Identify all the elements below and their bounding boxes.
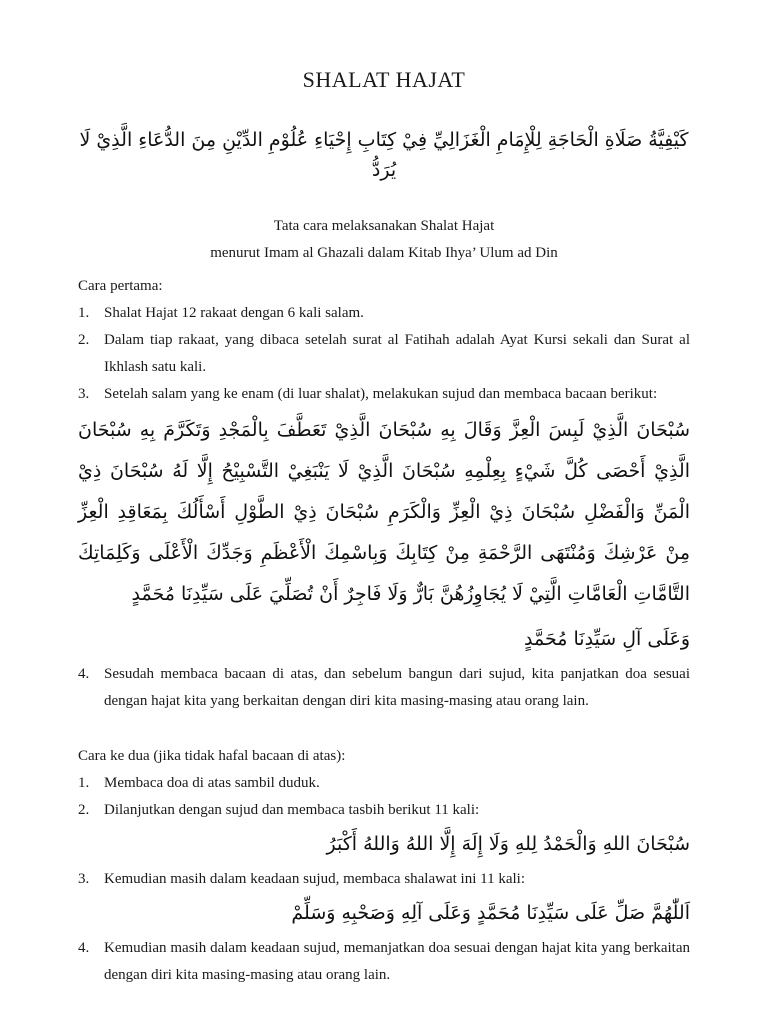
item-text: Membaca doa di atas sambil duduk. <box>104 775 320 791</box>
spacer <box>78 715 690 743</box>
item-text: Shalat Hajat 12 rakaat dengan 6 kali salam. <box>104 305 364 321</box>
item-number: 2. <box>78 802 90 818</box>
list-item <box>78 381 690 408</box>
item-text: Setelah salam yang ke enam (di luar shalat), melakukan sujud dan membaca bacaan berikut: <box>104 386 658 402</box>
item-number: 3. <box>78 386 90 402</box>
list-item <box>78 661 690 715</box>
arabic-doa-last-line: وَعَلَى آلِ سَيِّدِنَا مُحَمَّدٍ <box>524 628 690 650</box>
subtitle <box>78 213 690 267</box>
item-number: 3. <box>78 871 90 887</box>
section-1-label: Cara pertama: <box>78 278 163 294</box>
item-text: Kemudian masih dalam keadaan sujud, membaca shalawat ini 11 kali: <box>104 871 525 887</box>
list-item <box>78 327 690 381</box>
item-number: 1. <box>78 775 90 791</box>
page-title: SHALAT HAJAT <box>302 67 466 92</box>
section-1-list <box>78 300 690 408</box>
item-number: 2. <box>78 332 90 348</box>
item-text: Sesudah membaca bacaan di atas, dan sebelum bangun dari sujud, kita panjatkan doa sesuai dengan hajat kita yang berkaitan dengan diri kita masing-masing atau orang lain. <box>104 666 690 709</box>
subtitle-line-2: menurut Imam al Ghazali dalam Kitab Ihya’ Ulum ad Din <box>210 245 558 261</box>
section-1-list-continued <box>78 661 690 715</box>
section-2-list-end <box>78 935 690 989</box>
arabic-doa: سُبْحَانَ الَّذِيْ لَبِسَ الْعِزَّ وَقَالَ بِهِ سُبْحَانَ الَّذِيْ تَعَطَّفَ بِالْمَجْدِ وَتَكَرَّمَ بِهِ سُبْحَانَ الَّذِيْ أَحْصَى كُلَّ شَيْءٍ بِعِلْمِهِ سُبْحَانَ الَّذِيْ لَا يَنْبَغِيْ التَّسْبِيْحُ إِلَّا لَهُ سُبْحَانَ ذِيْ الْمَنِّ وَالْفَضْلِ سُبْحَانَ ذِيْ الْعِزِّ وَالْكَرَمِ سُبْحَانَ ذِيْ الطَّوْلِ أَسْأَلُكَ بِمَعَاقِدِ الْعِزِّ مِنْ عَرْشِكَ وَمُنْتَهَى الرَّحْمَةِ مِنْ كِتَابِكَ وَبِاسْمِكَ الْأَعْظَمِ وَجَدِّكَ الْأَعْلَى وَكَلِمَاتِكَ التَّامَّاتِ الْعَامَّاتِ الَّتِيْ لَا يُجَاوِزُهُنَّ بَارٌّ وَلَا فَاجِرٌ أَنْ تُصَلِّيَ عَلَى سَيِّدِنَا مُحَمَّدٍ <box>78 419 690 605</box>
list-item <box>78 866 690 893</box>
item-text: Dilanjutkan dengan sujud dan membaca tasbih berikut 11 kali: <box>104 802 480 818</box>
item-number: 4. <box>78 940 90 956</box>
subtitle-line-1: Tata cara melaksanakan Shalat Hajat <box>273 218 495 234</box>
section-2-list-continued <box>78 866 690 893</box>
item-text: Kemudian masih dalam keadaan sujud, memanjatkan doa sesuai dengan hajat kita yang berkaitan dengan diri kita masing-masing atau orang lain. <box>104 940 690 983</box>
arabic-shalawat: اَللّٰهُمَّ صَلِّ عَلَى سَيِّدِنَا مُحَمَّدٍ وَعَلَى آلِهِ وَصَحْبِهِ وَسَلِّمْ <box>291 902 690 924</box>
item-number: 4. <box>78 666 90 682</box>
item-text: Dalam tiap rakaat, yang dibaca setelah surat al Fatihah adalah Ayat Kursi sekali dan Surat al Ikhlash satu kali. <box>104 332 690 375</box>
section-2-label: Cara ke dua (jika tidak hafal bacaan di atas): <box>78 748 346 764</box>
item-number: 1. <box>78 305 90 321</box>
list-item <box>78 770 690 797</box>
list-item <box>78 935 690 989</box>
list-item <box>78 300 690 327</box>
arabic-heading: كَيْفِيَّةُ صَلَاةِ الْحَاجَةِ لِلْإِمَامِ الْغَزَالِيِّ فِيْ كِتَابِ إِحْيَاءِ عُلُوْمِ الدِّيْنِ مِنَ الدُّعَاءِ الَّذِيْ لَا يُرَدُّ <box>79 129 689 181</box>
arabic-tasbih: سُبْحَانَ اللهِ وَالْحَمْدُ لِلهِ وَلَا إِلَهَ إِلَّا اللهُ وَاللهُ أَكْبَرُ <box>326 833 690 855</box>
list-item <box>78 797 690 824</box>
section-2-list <box>78 770 690 824</box>
